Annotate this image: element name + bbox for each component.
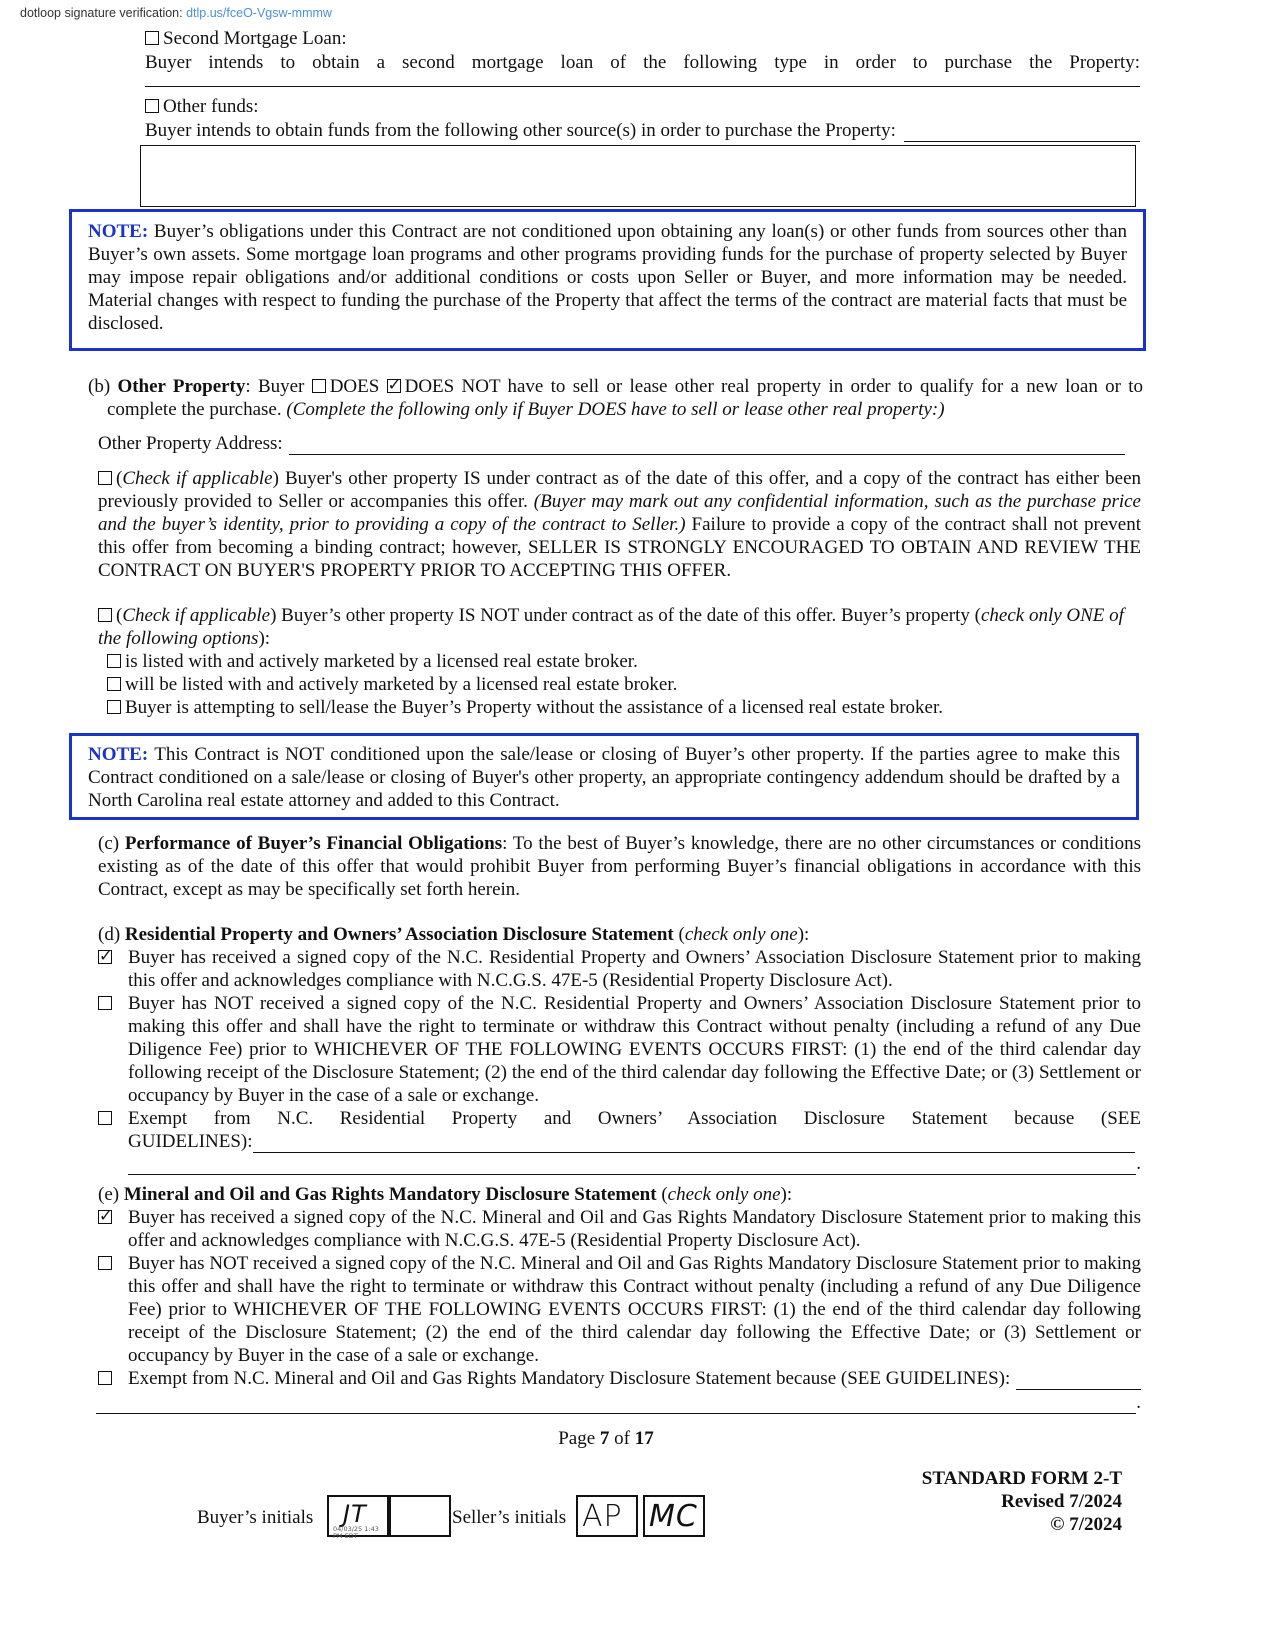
b-under-contract-italic: (Buyer may mark out any confidential information, such as the purchase price and the buyer’s identity, prior to providing a copy of the contract to Seller.)	[98, 491, 1141, 535]
page-prefix: Page	[558, 1428, 596, 1449]
d-exempt-reason-input[interactable]	[253, 1134, 1135, 1153]
b-not-under-contract-check-label: Check if applicable	[122, 605, 271, 626]
page-number	[0, 1428, 1212, 1450]
buyer-initials-box-1[interactable]	[327, 1495, 389, 1540]
b-option-listed-label: is listed with and actively marketed by a licensed real estate broker.	[125, 651, 638, 672]
seller-initials-label: Seller’s initials	[452, 1507, 567, 1528]
section-b-prefix: (b)	[88, 376, 111, 397]
section-b-title: Other Property	[117, 376, 246, 397]
b-not-under-contract-text1: Buyer’s other property IS NOT under contract as of the date of this offer. Buyer’s property (	[281, 605, 981, 626]
seller-initials-2: MC	[649, 1499, 698, 1534]
buyer-initials-1: JT	[343, 1500, 367, 1528]
b-not-under-contract-italic: check only ONE of the following options	[98, 605, 1124, 649]
section-d-prefix: (d)	[98, 924, 121, 945]
note-funding-label: NOTE:	[88, 221, 149, 242]
b-option-will-list-checkbox[interactable]	[107, 677, 121, 691]
e-option-not-received	[98, 1252, 1141, 1367]
b-options-list	[98, 650, 1141, 719]
section-c-prefix: (c)	[98, 833, 120, 854]
list-item	[107, 650, 1141, 673]
other-funds-label: Other funds:	[163, 96, 259, 117]
note-contingency-text: This Contract is NOT conditioned upon the sale/lease or closing of Buyer’s other property. If the parties agree to make this Contract conditioned on a sale/lease or closing of Buyer's other property, an appropriate contingency addendum should be drafted by a North Carolina real estate attorney and added to this Contract.	[88, 744, 1120, 811]
form-identifier	[880, 1467, 1122, 1536]
b-option-fsbo-label: Buyer is attempting to sell/lease the Buyer’s Property without the assistance of a licensed real estate broker.	[125, 697, 944, 718]
section-b-header	[88, 375, 1143, 421]
seller-initials-1: AP	[582, 1499, 623, 1534]
e-received-checkbox[interactable]	[98, 1210, 112, 1224]
d-exempt-reason-input-2[interactable]	[128, 1156, 1136, 1175]
section-d: (d) Residential Property and Owners’ Association Disclosure Statement (check only one): ✓ Buyer has received a signed copy of the N.C. Residential Property and Owners’ Association Disclosure Statement prior to making this offer and acknowledges compliance with N.C.G.S. 47E-5 (Residential Property Disclosure Act). Buyer has NOT received a signed copy of the N.C. Residential Property and Owners’ Association Disclosure Statement prior to making this offer and shall have the right to terminate or withdraw this Contract without penalty (including a refund of any Due Diligence Fee) prior to WHICHEVER OF THE FOLLOWING EVENTS OCCURS FIRST: (1) the end of the third calendar day following receipt of the Disclosure Statement; (2) the end of the third calendar day following the Effective Date; or (3) Settlement or occupancy by Buyer in the case of a sale or exchange. Exempt from N.C. Residential Property and Owners’ Association Disclosure Statement because (SEE GUIDELINES): .	[98, 923, 1141, 1175]
verification-link[interactable]: dtlp.us/fceO-Vgsw-mmmw	[186, 6, 332, 20]
section-b-line2-italic: (Complete the following only if Buyer DOES have to sell or lease other real property:)	[286, 399, 945, 420]
b-option-fsbo-checkbox[interactable]	[107, 700, 121, 714]
b-not-under-contract: (Check if applicable) Buyer’s other property IS NOT under contract as of the date of this offer. Buyer’s property (check only ONE of the following options): is listed with and actively marketed by a licensed real estate broker. will be listed with and actively marketed by a licensed real estate broker. Buyer is attempting to sell/lease the Buyer’s Property without the assistance of a licensed real estate broker.	[98, 604, 1141, 719]
second-mortgage-text: Buyer intends to obtain a second mortgage loan of the following type in order to purchase the Property:	[145, 52, 1140, 73]
e-exempt-reason-input[interactable]	[1016, 1371, 1141, 1390]
signature-verification	[20, 6, 332, 20]
d-option-exempt: Exempt from N.C. Residential Property and Owners’ Association Disclosure Statement because (SEE GUIDELINES): .	[98, 1107, 1141, 1175]
b-under-contract-check-label: Check if applicable	[122, 468, 273, 489]
other-funds-section	[145, 96, 1140, 142]
note-contingency-label: NOTE:	[88, 744, 149, 765]
note-funding	[69, 209, 1146, 351]
e-exempt-checkbox[interactable]	[98, 1371, 112, 1385]
d-not-received-checkbox[interactable]	[98, 996, 112, 1010]
other-property-address-label: Other Property Address:	[98, 433, 283, 454]
section-e-check-only: check only one	[667, 1184, 781, 1205]
d-exempt-guidelines: GUIDELINES):	[128, 1131, 253, 1152]
e-exempt-reason-input-2[interactable]	[96, 1395, 1136, 1414]
b-option-listed-checkbox[interactable]	[107, 654, 121, 668]
b-under-contract: (Check if applicable) Buyer's other property IS under contract as of the date of this offer, and a copy of the contract has either been previously provided to Seller or accompanies this offer. (Buyer may mark out any confidential information, such as the purchase price and the buyer’s identity, prior to providing a copy of the contract to Seller.) Failure to provide a copy of the contract shall not prevent this offer from becoming a binding contract; however, SELLER IS STRONGLY ENCOURAGED TO OBTAIN AND REVIEW THE CONTRACT ON BUYER'S PROPERTY PRIOR TO ACCEPTING THIS OFFER.	[98, 468, 1142, 581]
b-option-will-list-label: will be listed with and actively marketed by a licensed real estate broker.	[125, 674, 678, 695]
second-mortgage-checkbox[interactable]	[145, 31, 159, 45]
form-name: STANDARD FORM 2-T	[921, 1468, 1122, 1489]
d-not-received-label: Buyer has NOT received a signed copy of the N.C. Residential Property and Owners’ Association Disclosure Statement prior to making this offer and shall have the right to terminate or withdraw this Contract without penalty (including a refund of any Due Diligence Fee) prior to WHICHEVER OF THE FOLLOWING EVENTS OCCURS FIRST: (1) the end of the third calendar day following receipt of the Disclosure Statement; (2) the end of the third calendar day following the Effective Date; or (3) Settlement or occupancy by Buyer in the case of a sale or exchange.	[128, 993, 1141, 1106]
d-received-label: Buyer has received a signed copy of the N.C. Residential Property and Owners’ Association Disclosure Statement prior to making this offer and acknowledges compliance with N.C.G.S. 47E-5 (Residential Property Disclosure Act).	[128, 947, 1141, 991]
buyer-initials-label: Buyer’s initials	[197, 1507, 314, 1528]
e-not-received-label: Buyer has NOT received a signed copy of the N.C. Mineral and Oil and Gas Rights Mandatory Disclosure Statement prior to making this offer and shall have the right to terminate or withdraw this Contract without penalty (including a refund of any Due Diligence Fee) prior to WHICHEVER OF THE FOLLOWING EVENTS OCCURS FIRST: (1) the end of the third calendar day following receipt of the Disclosure Statement; (2) the end of the third calendar day following the Effective Date; or (3) Settlement or occupancy by Buyer in the case of a sale or exchange.	[128, 1253, 1141, 1366]
list-item	[107, 696, 1141, 719]
second-mortgage-blank[interactable]	[145, 86, 1140, 87]
list-item	[107, 673, 1141, 696]
b-does-checkbox[interactable]	[312, 379, 326, 393]
b-not-under-contract-checkbox[interactable]	[98, 608, 112, 622]
d-option-received	[98, 946, 1141, 992]
note-funding-text: Buyer’s obligations under this Contract are not conditioned upon obtaining any loan(s) or other funds from sources other than Buyer’s own assets. Some mortgage loan programs and other programs providing funds for the purchase of property selected by Buyer may impose repair obligations and/or additional conditions or costs upon Seller or Buyer, and more information may be needed. Material changes with respect to funding the purchase of the Property that affect the terms of the contract are material facts that must be disclosed.	[88, 221, 1128, 334]
page-total: 17	[634, 1428, 654, 1449]
b-does-not-checkbox[interactable]	[387, 379, 401, 393]
section-e-prefix: (e)	[98, 1184, 120, 1205]
b-under-contract-text1: Buyer's other property IS under contract as of the date of this offer, and a copy of the contract has either been previously provided to Seller or accompanies this offer.	[98, 468, 1142, 512]
second-mortgage-label: Second Mortgage Loan:	[163, 28, 347, 49]
e-exempt-label: Exempt from N.C. Mineral and Oil and Gas Rights Mandatory Disclosure Statement because (SEE GUIDELINES):	[128, 1368, 1011, 1389]
section-e: (e) Mineral and Oil and Gas Rights Mandatory Disclosure Statement (check only one): ✓ Buyer has received a signed copy of the N.C. Mineral and Oil and Gas Rights Mandatory Disclosure Statement prior to making this offer and acknowledges compliance with N.C.G.S. 47E-5 (Residential Property Disclosure Act). Buyer has NOT received a signed copy of the N.C. Mineral and Oil and Gas Rights Mandatory Disclosure Statement prior to making this offer and shall have the right to terminate or withdraw this Contract without penalty (including a refund of any Due Diligence Fee) prior to WHICHEVER OF THE FOLLOWING EVENTS OCCURS FIRST: (1) the end of the third calendar day following receipt of the Disclosure Statement; (2) the end of the third calendar day following the Effective Date; or (3) Settlement or occupancy by Buyer in the case of a sale or exchange. Exempt from N.C. Mineral and Oil and Gas Rights Mandatory Disclosure Statement because (SEE GUIDELINES): .	[98, 1183, 1141, 1414]
d-option-not-received	[98, 992, 1141, 1107]
buyer-initials-timestamp: 04/03/25 1:43 PM EDT	[333, 1525, 379, 1540]
d-exempt-label: Exempt from N.C. Residential Property and Owners’ Association Disclosure Statement because (SEE	[128, 1108, 1141, 1129]
section-c-title: Performance of Buyer’s Financial Obligations	[124, 833, 503, 854]
b-does-not-label: DOES NOT have to sell or lease other real property in order to qualify for a new loan or to	[404, 376, 1144, 397]
e-option-exempt	[98, 1367, 1141, 1390]
d-exempt-checkbox[interactable]	[98, 1111, 112, 1125]
section-e-title: Mineral and Oil and Gas Rights Mandatory Disclosure Statement	[123, 1184, 657, 1205]
b-under-contract-checkbox[interactable]	[98, 471, 112, 485]
note-contingency	[69, 733, 1139, 820]
section-b-line2: complete the purchase.	[107, 399, 282, 420]
d-received-checkbox[interactable]	[98, 950, 112, 964]
section-b-buyer: : Buyer	[245, 376, 305, 397]
page-of: of	[614, 1428, 630, 1449]
b-does-label: DOES	[329, 376, 380, 397]
other-funds-text: Buyer intends to obtain funds from the following other source(s) in order to purchase the Property:	[145, 120, 896, 141]
verification-label: dotloop signature verification:	[20, 6, 183, 20]
form-revised: Revised 7/2024	[1001, 1491, 1122, 1512]
e-not-received-checkbox[interactable]	[98, 1256, 112, 1270]
b-under-contract-text2: Failure to provide a copy of the contract shall not prevent this offer from becoming a binding contract; however, SELLER IS STRONGLY ENCOURAGED TO OBTAIN AND REVIEW THE CONTRACT ON BUYER'S PROPERTY PRIOR TO ACCEPTING THIS OFFER.	[98, 514, 1141, 581]
section-d-title: Residential Property and Owners’ Association Disclosure Statement	[124, 924, 674, 945]
form-copyright: © 7/2024	[1050, 1514, 1122, 1535]
seller-initials-box-1[interactable]	[576, 1495, 638, 1537]
e-option-received	[98, 1206, 1141, 1252]
page-current: 7	[599, 1428, 610, 1449]
other-funds-checkbox[interactable]	[145, 99, 159, 113]
section-d-check-only: check only one	[684, 924, 798, 945]
section-c	[98, 832, 1141, 901]
b-not-under-contract-text2: ):	[258, 628, 271, 649]
other-property-address-row	[98, 433, 1125, 455]
section-c-text: : To the best of Buyer’s knowledge, there are no other circumstances or conditions existing as of the date of this offer that would prohibit Buyer from performing Buyer’s financial obligations in accordance with this Contract, except as may be specifically set forth herein.	[98, 833, 1142, 900]
other-funds-blank[interactable]	[904, 123, 1140, 142]
other-funds-textbox[interactable]	[140, 145, 1136, 207]
e-received-label: Buyer has received a signed copy of the N.C. Mineral and Oil and Gas Rights Mandatory Disclosure Statement prior to making this offer and acknowledges compliance with N.C.G.S. 47E-5 (Residential Property Disclosure Act).	[128, 1207, 1141, 1251]
other-property-address-input[interactable]	[289, 434, 1125, 455]
buyer-initials-box-2[interactable]	[389, 1495, 451, 1537]
seller-initials-box-2[interactable]	[643, 1495, 705, 1537]
second-mortgage-section	[145, 28, 1140, 87]
